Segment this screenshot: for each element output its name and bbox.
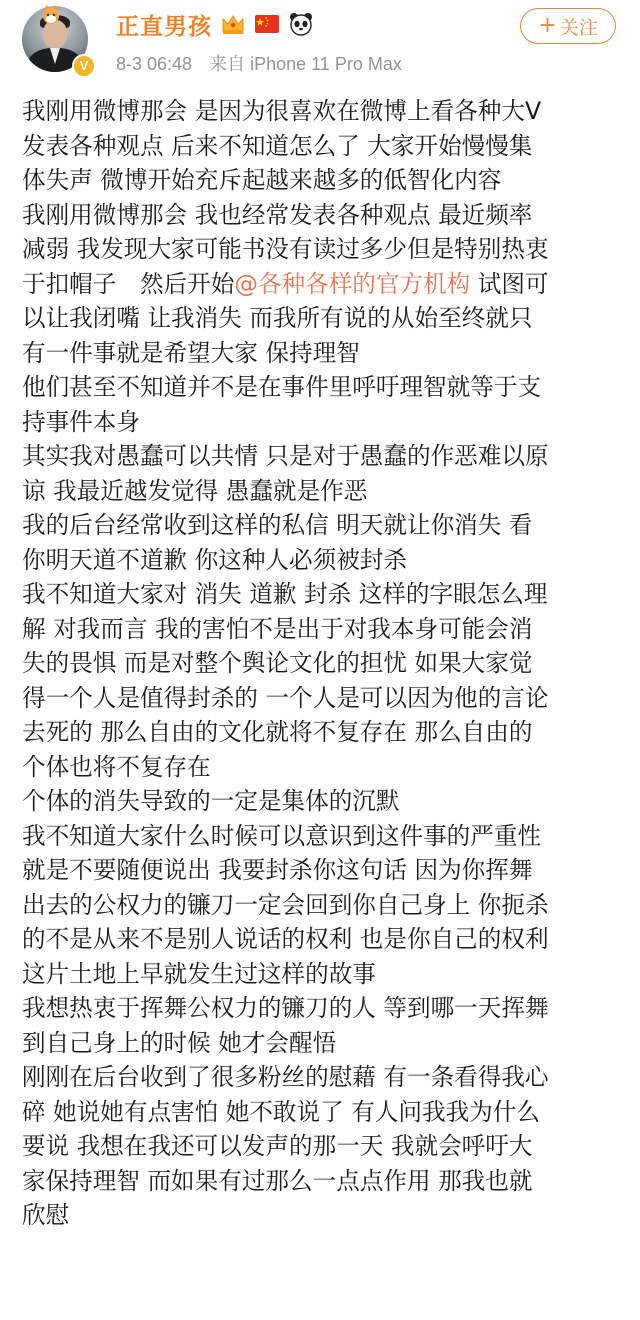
post-line: 其实我对愚蠢可以共情 只是对于愚蠢的作恶难以原 bbox=[22, 442, 549, 470]
china-flag-icon[interactable] bbox=[254, 11, 280, 37]
post-line: 有一件事就是希望大家 保持理智 bbox=[22, 338, 360, 367]
post-line: 这片土地上早就发生过这样的故事 bbox=[22, 959, 376, 988]
post-line: 去死的 那么自由的文化就将不复存在 那么自由的 bbox=[22, 718, 533, 746]
post-line: 欣慰 bbox=[22, 1201, 70, 1229]
post-line-with-mention bbox=[22, 267, 620, 302]
post-line: 他们甚至不知道并不是在事件里呼吁理智就等于支 bbox=[22, 373, 542, 401]
post-line: 发表各种观点 后来不知道怎么了 大家开始慢慢集 bbox=[22, 131, 533, 160]
post-line: 到自己身上的时候 她才会醒悟 bbox=[22, 1028, 337, 1057]
post-line: 我想热衷于挥舞公权力的镰刀的人 等到哪一天挥舞 bbox=[22, 994, 549, 1022]
post-line: 体失声 微博开始充斥起越来越多的低智化内容 bbox=[22, 166, 502, 194]
verified-badge-icon: V bbox=[72, 54, 96, 78]
follow-button-label: 关注 bbox=[559, 16, 598, 39]
post-line: 个体也将不复存在 bbox=[22, 752, 211, 781]
post-meta bbox=[116, 50, 414, 76]
post-line: 我不知道大家对 消失 道歉 封杀 这样的字眼怎么理 bbox=[22, 580, 548, 608]
post-line: 我不知道大家什么时候可以意识到这件事的严重性 bbox=[22, 821, 542, 850]
post-line: 的不是从来不是别人说话的权利 也是你自己的权利 bbox=[22, 925, 549, 953]
plus-icon: + bbox=[538, 13, 557, 38]
post-line: 解 对我而言 我的害怕不是出于对我本身可能会消 bbox=[22, 614, 533, 643]
post-content bbox=[22, 94, 620, 1233]
fox-avatar-pendant-icon bbox=[40, 4, 62, 29]
post-line: 减弱 我发现大家可能书没有读过多少但是特别热衷 bbox=[22, 235, 549, 263]
post-line: 要说 我想在我还可以发声的那一天 我就会呼吁大 bbox=[22, 1132, 533, 1160]
avatar-container[interactable] bbox=[22, 6, 92, 76]
panda-icon[interactable] bbox=[288, 11, 314, 37]
post-line: 失的畏惧 而是对整个舆论文化的担忧 如果大家觉 bbox=[22, 649, 533, 677]
name-row bbox=[116, 8, 314, 40]
post-line: 个体的消失导致的一定是集体的沉默 bbox=[22, 787, 400, 815]
username[interactable]: 正直男孩 bbox=[116, 13, 212, 40]
post-line: 谅 我最近越发觉得 愚蠢就是作恶 bbox=[22, 476, 368, 505]
post-line: 出去的公权力的镰刀一定会回到你自己身上 你扼杀 bbox=[22, 890, 549, 919]
post-line: 我的后台经常收到这样的私信 明天就让你消失 看 bbox=[22, 511, 533, 539]
post-line: 就是不要随便说出 我要封杀你这句话 因为你挥舞 bbox=[22, 856, 533, 884]
post-line: 你明天道不道歉 你这种人必须被封杀 bbox=[22, 545, 407, 574]
mention-link[interactable]: @各种各样的官方机构 bbox=[234, 269, 471, 298]
post-header bbox=[0, 0, 640, 86]
post-line: 家保持理智 而如果有过那么一点点作用 那我也就 bbox=[22, 1166, 533, 1195]
follow-button[interactable] bbox=[520, 8, 616, 44]
post-line: 碎 她说她有点害怕 她不敢说了 有人问我我为什么 bbox=[22, 1097, 540, 1126]
post-line: 刚刚在后台收到了很多粉丝的慰藉 有一条看得我心 bbox=[22, 1063, 549, 1091]
post-line-segment: 试图可 bbox=[470, 269, 549, 298]
post-time: 8-3 06:48 bbox=[116, 54, 193, 74]
post-line: 我刚用微博那会 是因为很喜欢在微博上看各种大V bbox=[22, 97, 542, 125]
crown-icon[interactable] bbox=[220, 11, 246, 37]
post-line: 以让我闭嘴 让我消失 而我所有说的从始至终就只 bbox=[22, 304, 533, 332]
post-line: 得一个人是值得封杀的 一个人是可以因为他的言论 bbox=[22, 683, 549, 712]
post-source: 来自 iPhone 11 Pro Max bbox=[209, 54, 402, 74]
post-line: 我刚用微博那会 我也经常发表各种观点 最近频率 bbox=[22, 200, 533, 229]
post-line: 持事件本身 bbox=[22, 407, 140, 436]
post-line-segment: 于扣帽子 然后开始 bbox=[22, 269, 235, 298]
